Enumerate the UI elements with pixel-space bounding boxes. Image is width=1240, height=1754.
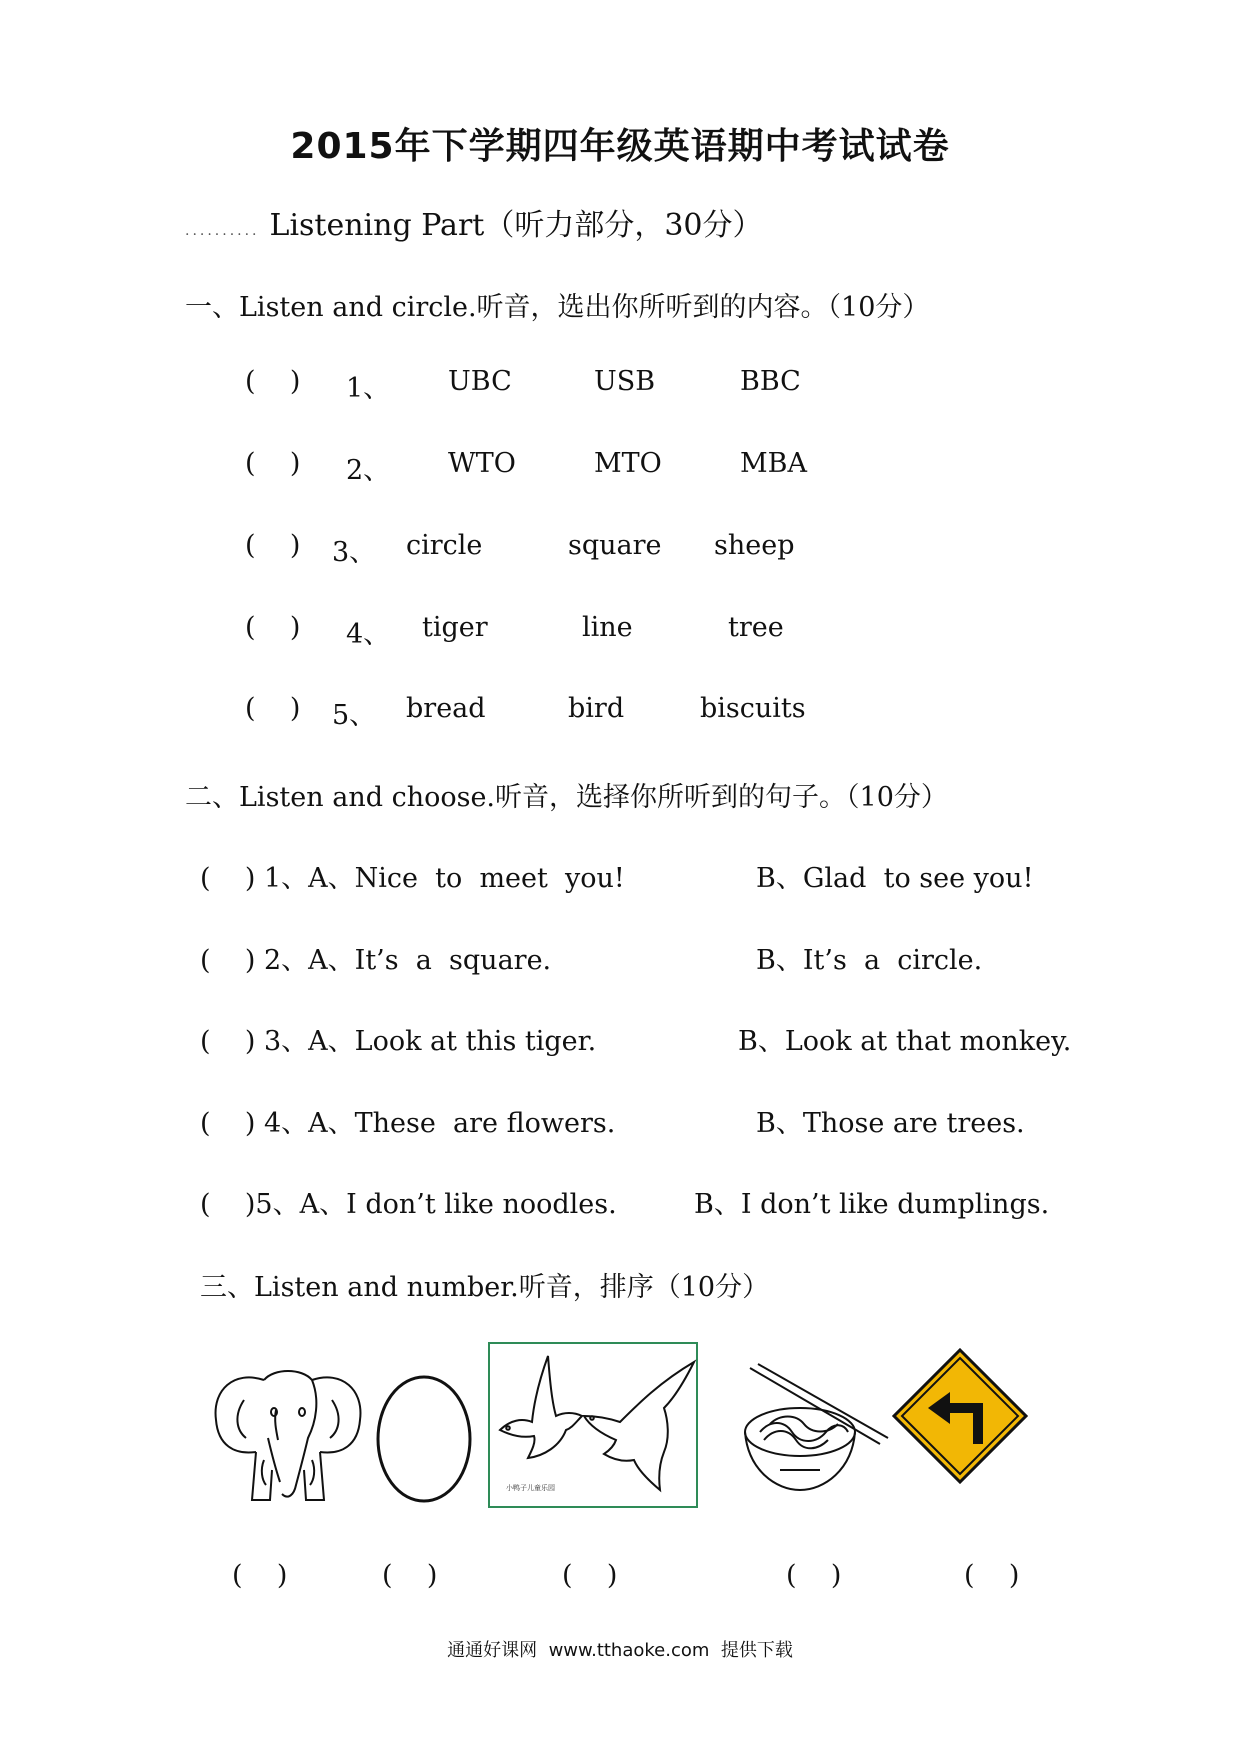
s1-q5-paren[interactable]: ( ) bbox=[245, 693, 301, 724]
s2-q1-a[interactable]: ( ) 1、A、Nice to meet you! bbox=[200, 863, 625, 894]
oval-picture bbox=[374, 1372, 474, 1506]
s1-q2-opt-c: MBA bbox=[740, 448, 807, 479]
noodle-bowl-picture bbox=[740, 1360, 890, 1500]
s1-q2-opt-a: WTO bbox=[448, 448, 516, 479]
s2-q2-b: B、It’s a circle. bbox=[756, 945, 983, 976]
s1-q4-num: 4、 bbox=[346, 619, 391, 650]
s2-q5-b: B、I don’t like dumplings. bbox=[694, 1189, 1050, 1220]
s1-q3-num: 3、 bbox=[332, 537, 377, 568]
footer-text: 通通好课网 www.tthaoke.com 提供下载 bbox=[447, 1640, 793, 1661]
s1-q2-opt-b: MTO bbox=[594, 448, 662, 479]
s1-q1-opt-a: UBC bbox=[448, 366, 512, 397]
turn-left-sign-picture bbox=[892, 1348, 1028, 1484]
birds-picture bbox=[488, 1342, 698, 1508]
s1-q5-opt-c: biscuits bbox=[700, 693, 806, 724]
s1-q3-opt-a: circle bbox=[406, 530, 483, 561]
s2-q5-a[interactable]: ( )5、A、I don’t like noodles. bbox=[200, 1189, 617, 1220]
s2-q4-a[interactable]: ( ) 4、A、These are flowers. bbox=[200, 1108, 616, 1139]
s1-q1-paren[interactable]: ( ) bbox=[245, 366, 301, 397]
s2-q4-b: B、Those are trees. bbox=[756, 1108, 1025, 1139]
part-heading bbox=[185, 200, 763, 244]
s1-q2-num: 2、 bbox=[346, 455, 391, 486]
s1-q3-opt-b: square bbox=[568, 530, 662, 561]
s3-blank-4[interactable]: ( ) bbox=[786, 1560, 842, 1591]
s1-q3-opt-c: sheep bbox=[714, 530, 795, 561]
s2-q3-a[interactable]: ( ) 3、A、Look at this tiger. bbox=[200, 1026, 597, 1057]
part-label: Listening Part（听力部分，30分） bbox=[269, 208, 763, 243]
section3-heading: 三、Listen and number.听音，排序（10分） bbox=[200, 1272, 770, 1303]
s1-q4-opt-c: tree bbox=[728, 612, 784, 643]
s1-q5-opt-b: bird bbox=[568, 693, 625, 724]
s2-q3-b: B、Look at that monkey. bbox=[738, 1026, 1072, 1057]
s1-q3-paren[interactable]: ( ) bbox=[245, 530, 301, 561]
section2-heading: 二、Listen and choose.听音，选择你所听到的句子。（10分） bbox=[185, 782, 948, 813]
s1-q1-num: 1、 bbox=[346, 373, 391, 404]
s3-blank-2[interactable]: ( ) bbox=[382, 1560, 438, 1591]
s1-q4-opt-b: line bbox=[582, 612, 633, 643]
leader-dots: .......... bbox=[185, 223, 260, 239]
elephant-picture bbox=[204, 1360, 372, 1512]
s2-q1-b: B、Glad to see you! bbox=[756, 863, 1034, 894]
s3-blank-3[interactable]: ( ) bbox=[562, 1560, 618, 1591]
s1-q1-opt-b: USB bbox=[594, 366, 656, 397]
s1-q5-opt-a: bread bbox=[406, 693, 486, 724]
s1-q1-opt-c: BBC bbox=[740, 366, 801, 397]
s1-q2-paren[interactable]: ( ) bbox=[245, 448, 301, 479]
s3-blank-1[interactable]: ( ) bbox=[232, 1560, 288, 1591]
page-title: 2015年下学期四年级英语期中考试试卷 bbox=[290, 126, 950, 167]
bird-caption: 小鸭子儿童乐园 bbox=[506, 1484, 555, 1492]
s1-q4-paren[interactable]: ( ) bbox=[245, 612, 301, 643]
section1-heading: 一、Listen and circle.听音，选出你所听到的内容。（10分） bbox=[185, 292, 930, 323]
s3-blank-5[interactable]: ( ) bbox=[964, 1560, 1020, 1591]
s2-q2-a[interactable]: ( ) 2、A、It’s a square. bbox=[200, 945, 552, 976]
s1-q4-opt-a: tiger bbox=[422, 612, 488, 643]
s1-q5-num: 5、 bbox=[332, 700, 377, 731]
